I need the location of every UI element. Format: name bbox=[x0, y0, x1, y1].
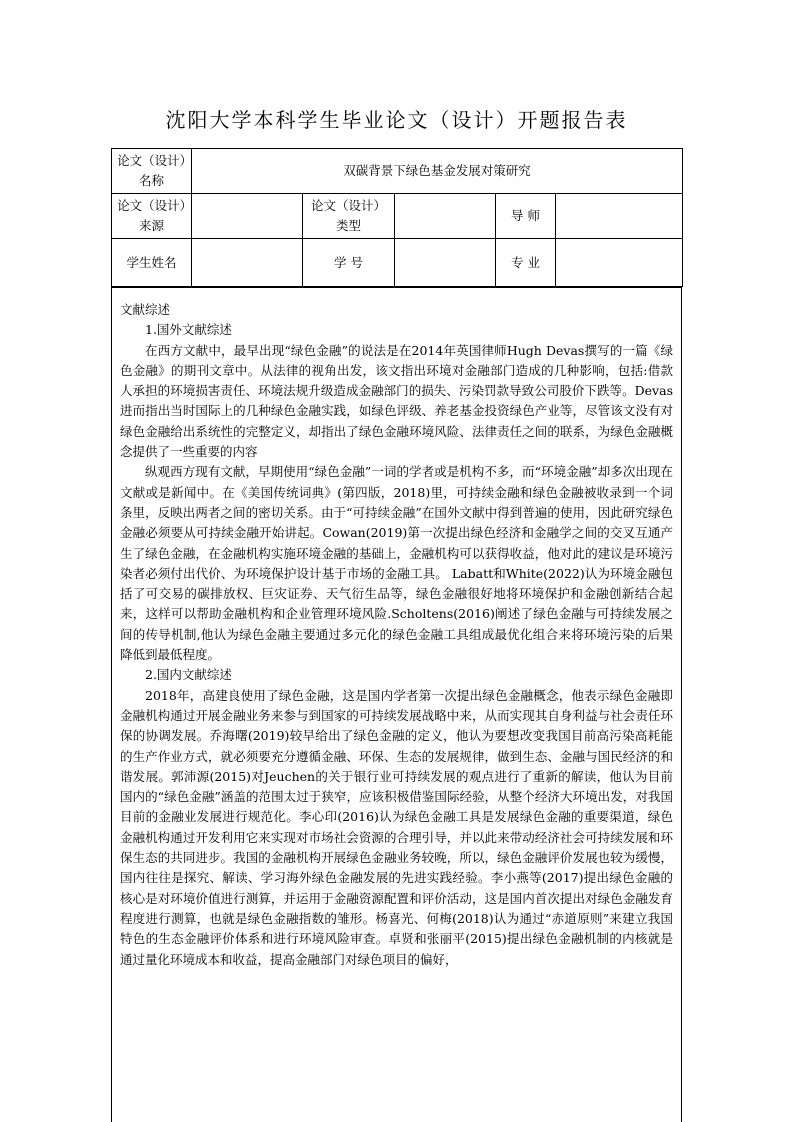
paragraph: 纵观西方现有文献，早期使用“绿色金融”一词的学者或是机构不多，而“环境金融”却多次出现在文献或是新闻中。在《美国传统词典》(第四版，2018)里，可持续金融和绿色金融被收录到一个词条里，反映出两者之间的密切关系。由于“可持续金融”在国外文献中得到普遍的使用，因此研究绿色金融必须要从可持续金融开始讲起。Cowan(2019)第一次提出绿色经济和金融学之间的交叉互通产生了绿色金融，在金融机构实施环境金融的基础上，金融机构可以获得收益，他对此的建议是环境污染者必须付出代价、为环境保护设计基于市场的金融工具。 Labatt和White(2022)认为环境金融包括了可交易的碳排放权、巨灾证券、天气衍生品等，绿色金融很好地将环境保护和金融创新结合起来，这样可以帮助金融机构和企业管理环境风险.Scholtens(2016)阐述了绿色金融与可持续发展之间的传导机制,他认为绿色金融主要通过多元化的绿色金融工具组成最优化组合来将环境污染的后果降低到最低程度。 bbox=[120, 464, 673, 663]
source-value[interactable] bbox=[192, 194, 303, 239]
source-label: 论文（设计）来源 bbox=[112, 194, 192, 239]
student-name-label: 学生姓名 bbox=[112, 239, 192, 287]
student-id-value[interactable] bbox=[395, 239, 496, 287]
student-name-value[interactable] bbox=[192, 239, 303, 287]
advisor-value[interactable] bbox=[556, 194, 683, 239]
student-id-label: 学 号 bbox=[303, 239, 395, 287]
report-form-table bbox=[111, 148, 683, 287]
page-title: 沈阳大学本科学生毕业论文（设计）开题报告表 bbox=[165, 108, 628, 132]
subsection-title-foreign: 1.国外文献综述 bbox=[145, 322, 232, 338]
thesis-name-value[interactable]: 双碳背景下绿色基金发展对策研究 bbox=[192, 149, 683, 194]
paragraph: 2018年，高建良使用了绿色金融，这是国内学者第一次提出绿色金融概念，他表示绿色金融即金融机构通过开展金融业务来参与到国家的可持续发展战略中来，从而实现其自身利益与社会责任环保的协调发展。乔海曙(2019)较早给出了绿色金融的定义，他认为要想改变我国目前高污染高耗能的生产作业方式，就必须要充分遵循金融、环保、生态的发展规律，做到生态、金融与国民经济的和谐发展。郭沛源(2015)对Jeuchen的关于银行业可持续发展的观点进行了重新的解读，他认为目前国内的“绿色金融”涵盖的范围太过于狭窄，应该积极借鉴国际经验，从整个经济大环境出发，对我国目前的金融业发展进行规范化。李心印(2016)认为绿色金融工具是发展绿色金融的重要渠道，绿色金融机构通过开发利用它来实现对市场社会资源的合理引导，并以此来带动经济社会可持续发展和环保生态的共同进步。我国的金融机构开展绿色金融业务较晚，所以，绿色金融评价发展也较为缓慢，国内往往是探究、解读、学习海外绿色金融发展的先进实践经验。李小燕等(2017)提出绿色金融的核心是对环境价值进行测算，并运用于金融资源配置和评价活动，这是国内首次提出对绿色金融发育程度进行测算，也就是绿色金融指数的雏形。杨喜光、何梅(2018)认为通过“赤道原则”来建立我国特色的生态金融评价体系和进行环境风险审查。卓贤和张丽平(2015)提出绿色金融机制的内核就是通过量化环境成本和收益，提高金融部门对绿色项目的偏好， bbox=[120, 687, 673, 967]
type-value[interactable] bbox=[395, 194, 496, 239]
subsection-title-domestic: 2.国内文献综述 bbox=[145, 667, 232, 683]
type-label: 论文（设计）类型 bbox=[303, 194, 395, 239]
major-label: 专 业 bbox=[496, 239, 556, 287]
thesis-name-label: 论文（设计）名称 bbox=[112, 149, 192, 194]
literature-review-section bbox=[111, 287, 682, 1122]
section-heading: 文献综述 bbox=[120, 302, 171, 317]
advisor-label: 导 师 bbox=[496, 194, 556, 239]
paragraph: 在西方文献中，最早出现“绿色金融”的说法是在2014年英国律师Hugh Devas撰写的一篇《绿色金融》的期刊文章中。从法律的视角出发，该文指出环境对金融部门造成的几种影响，包括:借款人承担的环境损害责任、环境法规升级造成金融部门的损失、污染罚款导致公司股价下跌等。Devas进而指出当时国际上的几种绿色金融实践，如绿色评级、养老基金投资绿色产业等，尽管该文没有对绿色金融给出系统性的完整定义，却指出了绿色金融环境风险、法律责任之间的联系，为绿色金融概念提供了一些重要的内容 bbox=[120, 342, 673, 460]
major-value[interactable] bbox=[556, 239, 683, 287]
